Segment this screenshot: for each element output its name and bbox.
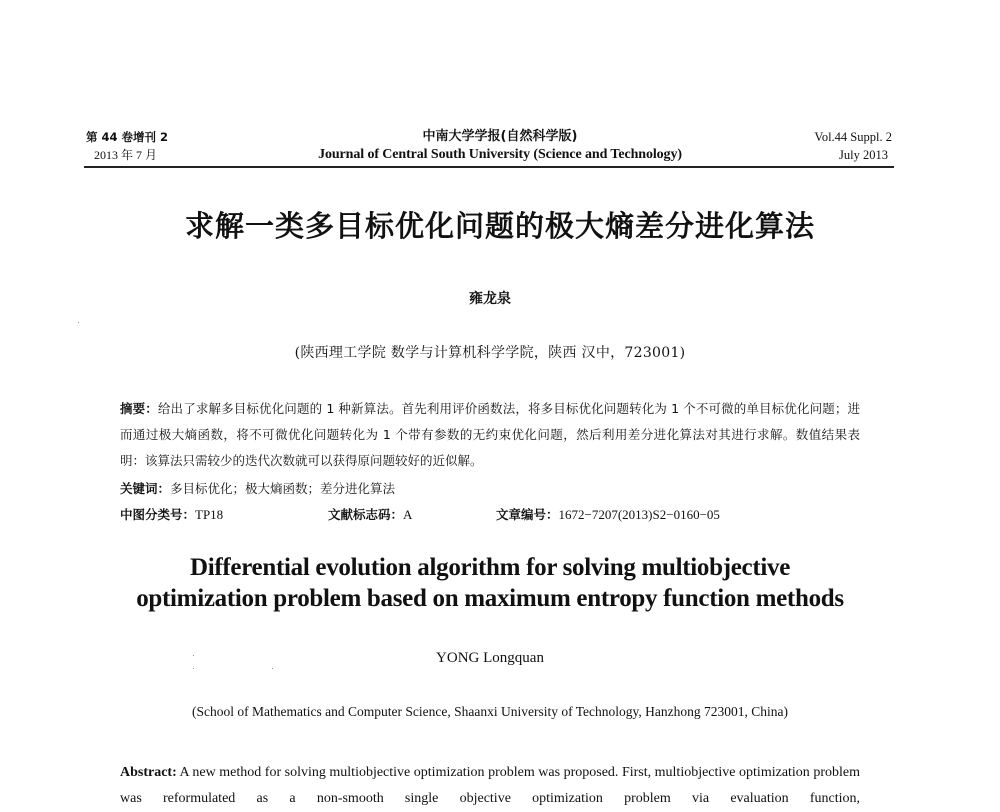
scan-speck [78,322,79,323]
volume-issue-en: Vol.44 Suppl. 2 [814,130,892,144]
running-header-right [814,128,892,164]
date-cn: 2013 年 7 月 [94,148,158,162]
abstract-en [120,760,860,812]
paper-title-en-line2: optimization problem based on maximum entropy function methods [136,585,844,612]
author-en: YONG Longquan [436,650,544,666]
abstract-en-label: Abstract: [120,765,177,780]
doc-code-label: 文献标志码： [328,507,404,522]
scan-speck [193,668,194,669]
date-en: July 2013 [839,148,888,162]
article-no-value: 1672−7207(2013)S2−0160−05 [558,507,720,522]
abstract-cn-text: 给出了求解多目标优化问题的 1 种新算法。首先利用评价函数法，将多目标优化问题转化为 1 个不可微的单目标优化问题；进而通过极大熵函数，将不可微优化问题转化为 1 个带有参数的无约束优化问题，然后利用差分进化算法对其进行求解。数值结果表明：该算法只需较少的迭代次数就可以获得原问题较好的近似解。 [120,401,860,468]
paper-title-en [0,552,980,614]
keywords-cn-text: 多目标优化；极大熵函数；差分进化算法 [170,481,396,496]
clc-label: 中图分类号： [120,507,196,522]
volume-issue-cn: 第 44 卷增刊 2 [86,130,169,144]
author-cn: 雍龙泉 [469,291,511,307]
doc-code-value: A [403,507,413,522]
affiliation-cn: (陕西理工学院 数学与计算机科学学院，陕西 汉中，723001) [294,345,686,361]
keywords-cn [120,478,860,500]
scan-speck [272,668,273,669]
article-number [496,504,720,526]
header-divider [84,166,894,168]
paper-title-cn: 求解一类多目标优化问题的极大熵差分进化算法 [184,209,815,243]
running-header-center [250,128,750,164]
journal-name-en: Journal of Central South University (Science and Technology) [318,147,682,162]
clc-number [120,504,223,526]
journal-name-cn: 中南大学学报(自然科学版) [422,129,578,144]
scan-speck [193,655,194,656]
clc-value: TP18 [195,507,224,522]
article-no-label: 文章编号： [496,507,559,522]
paper-title-en-line1: Differential evolution algorithm for solving multiobjective [189,554,791,581]
abstract-en-text: A new method for solving multiobjective optimization problem was proposed. First, multiobjective optimization problem was reformulated as a non-smooth single objective optimization problem via evaluation function, [120,765,860,806]
document-code [328,504,412,526]
keywords-cn-label: 关键词： [120,481,171,496]
running-header-left [86,128,168,164]
abstract-cn [120,396,860,474]
abstract-cn-label: 摘要： [120,401,158,416]
affiliation-en: (School of Mathematics and Computer Science, Shaanxi University of Technology, Hanzhong 723001, China) [192,704,788,719]
